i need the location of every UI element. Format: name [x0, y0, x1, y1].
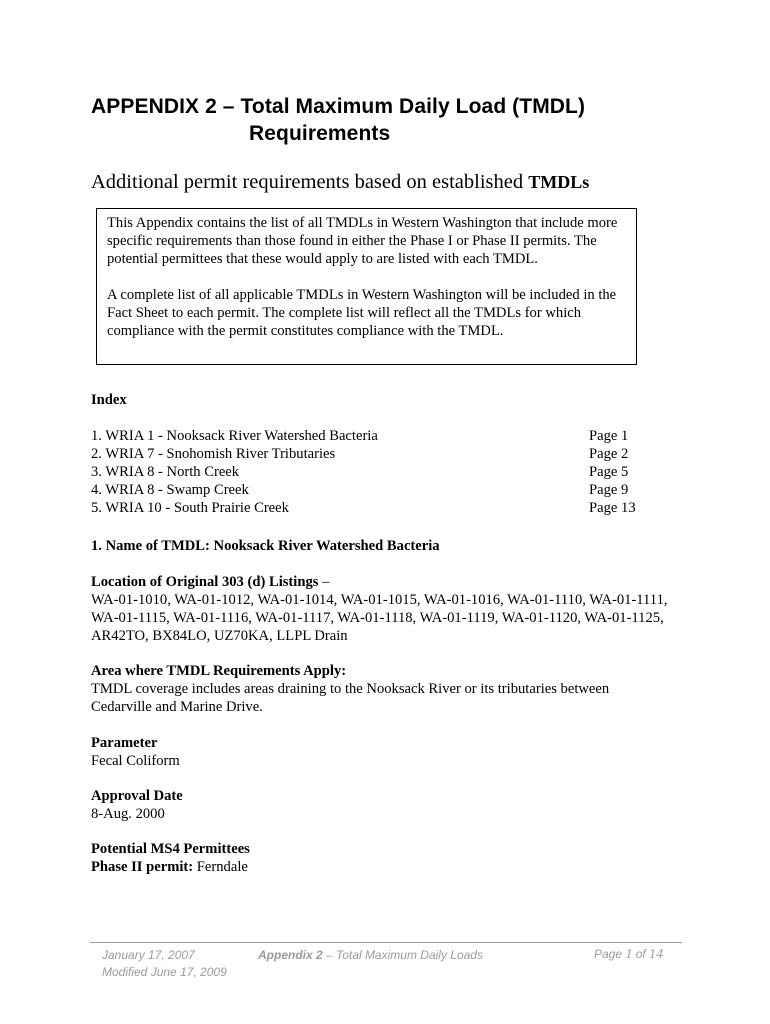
intro-paragraph-1: This Appendix contains the list of all TMDLs in Western Washington that include more specific requirements than those found in either the Phase I or Phase II permits. The potential permittees that these would apply to are listed with each TMDL.: [107, 215, 618, 267]
parameter-value: Fecal Coliform: [91, 753, 180, 769]
approval-block: [91, 787, 183, 823]
area-block: [91, 662, 651, 716]
index-item: [91, 427, 638, 445]
index-item: [91, 445, 638, 463]
approval-label: Approval Date: [91, 788, 183, 804]
approval-value: 8-Aug. 2000: [91, 806, 165, 822]
index-item: [91, 463, 638, 481]
footer-page-current: 1: [625, 947, 633, 962]
index-item-page: Page 9: [589, 482, 629, 498]
index-item-label: 2. WRIA 7 - Snohomish River Tributaries: [91, 446, 336, 462]
index-item: [91, 499, 638, 517]
phase2-value: Ferndale: [193, 859, 248, 875]
index-item-label: 3. WRIA 8 - North Creek: [91, 464, 240, 480]
location-block: [91, 573, 676, 645]
footer-appendix-label: Appendix 2: [258, 948, 323, 962]
footer-page-total: 14: [649, 947, 664, 962]
index-item-page: Page 5: [589, 464, 629, 480]
index-item-label: 5. WRIA 10 - South Prairie Creek: [91, 500, 289, 516]
location-dash: –: [318, 574, 330, 590]
page-title-line2: Requirements: [249, 122, 391, 145]
section-subtitle: [91, 171, 589, 194]
footer-of-word: of: [632, 947, 650, 961]
location-text: WA-01-1010, WA-01-1012, WA-01-1014, WA-01-1015, WA-01-1016, WA-01-1110, WA-01-1111, WA-01-1115, WA-01-1116, WA-01-1117, WA-01-1118, WA-01-1119, WA-01-1120, WA-01-1125, AR42TO, BX84LO, UZ70KA, LLPL Drain: [91, 592, 668, 644]
footer-divider: [90, 942, 682, 943]
area-label: Area where TMDL Requirements Apply:: [91, 663, 347, 679]
index-item-page: Page 2: [589, 446, 629, 462]
page-title: APPENDIX 2 – Total Maximum Daily Load (TMDL): [91, 95, 586, 118]
phase2-label: Phase II permit:: [91, 859, 194, 875]
parameter-block: [91, 734, 180, 770]
location-label: Location of Original 303 (d) Listings: [91, 574, 319, 590]
footer-page-number: [594, 947, 663, 963]
permittees-label: Potential MS4 Permittees: [91, 841, 250, 857]
index-item-page: Page 13: [589, 500, 636, 516]
area-text: TMDL coverage includes areas draining to the Nooksack River or its tributaries between Cedarville and Marine Drive.: [91, 681, 610, 715]
subtitle-text: Additional permit requirements based on established: [91, 171, 529, 193]
footer-title: [258, 948, 483, 962]
tmdl-name-heading: 1. Name of TMDL: Nooksack River Watershed Bacteria: [91, 538, 440, 554]
index-item-label: 1. WRIA 1 - Nooksack River Watershed Bacteria: [91, 428, 378, 444]
intro-box: [96, 208, 637, 365]
footer-modified: Modified June 17, 2009: [102, 965, 227, 979]
index-item: [91, 481, 638, 499]
footer-page-word: Page: [594, 947, 626, 961]
footer-date: January 17, 2007: [102, 948, 195, 962]
permittees-block: [91, 840, 250, 876]
index-item-label: 4. WRIA 8 - Swamp Creek: [91, 482, 249, 498]
footer-appendix-title: – Total Maximum Daily Loads: [322, 948, 483, 962]
intro-paragraph-2: A complete list of all applicable TMDLs in Western Washington will be included in the Fact Sheet to each permit. The complete list will reflect all the TMDLs for which compliance with the permit constitutes compliance with the TMDL.: [107, 287, 617, 339]
index-item-page: Page 1: [589, 428, 629, 444]
subtitle-bold: TMDLs: [528, 172, 590, 192]
parameter-label: Parameter: [91, 735, 158, 751]
index-heading: Index: [91, 392, 127, 408]
